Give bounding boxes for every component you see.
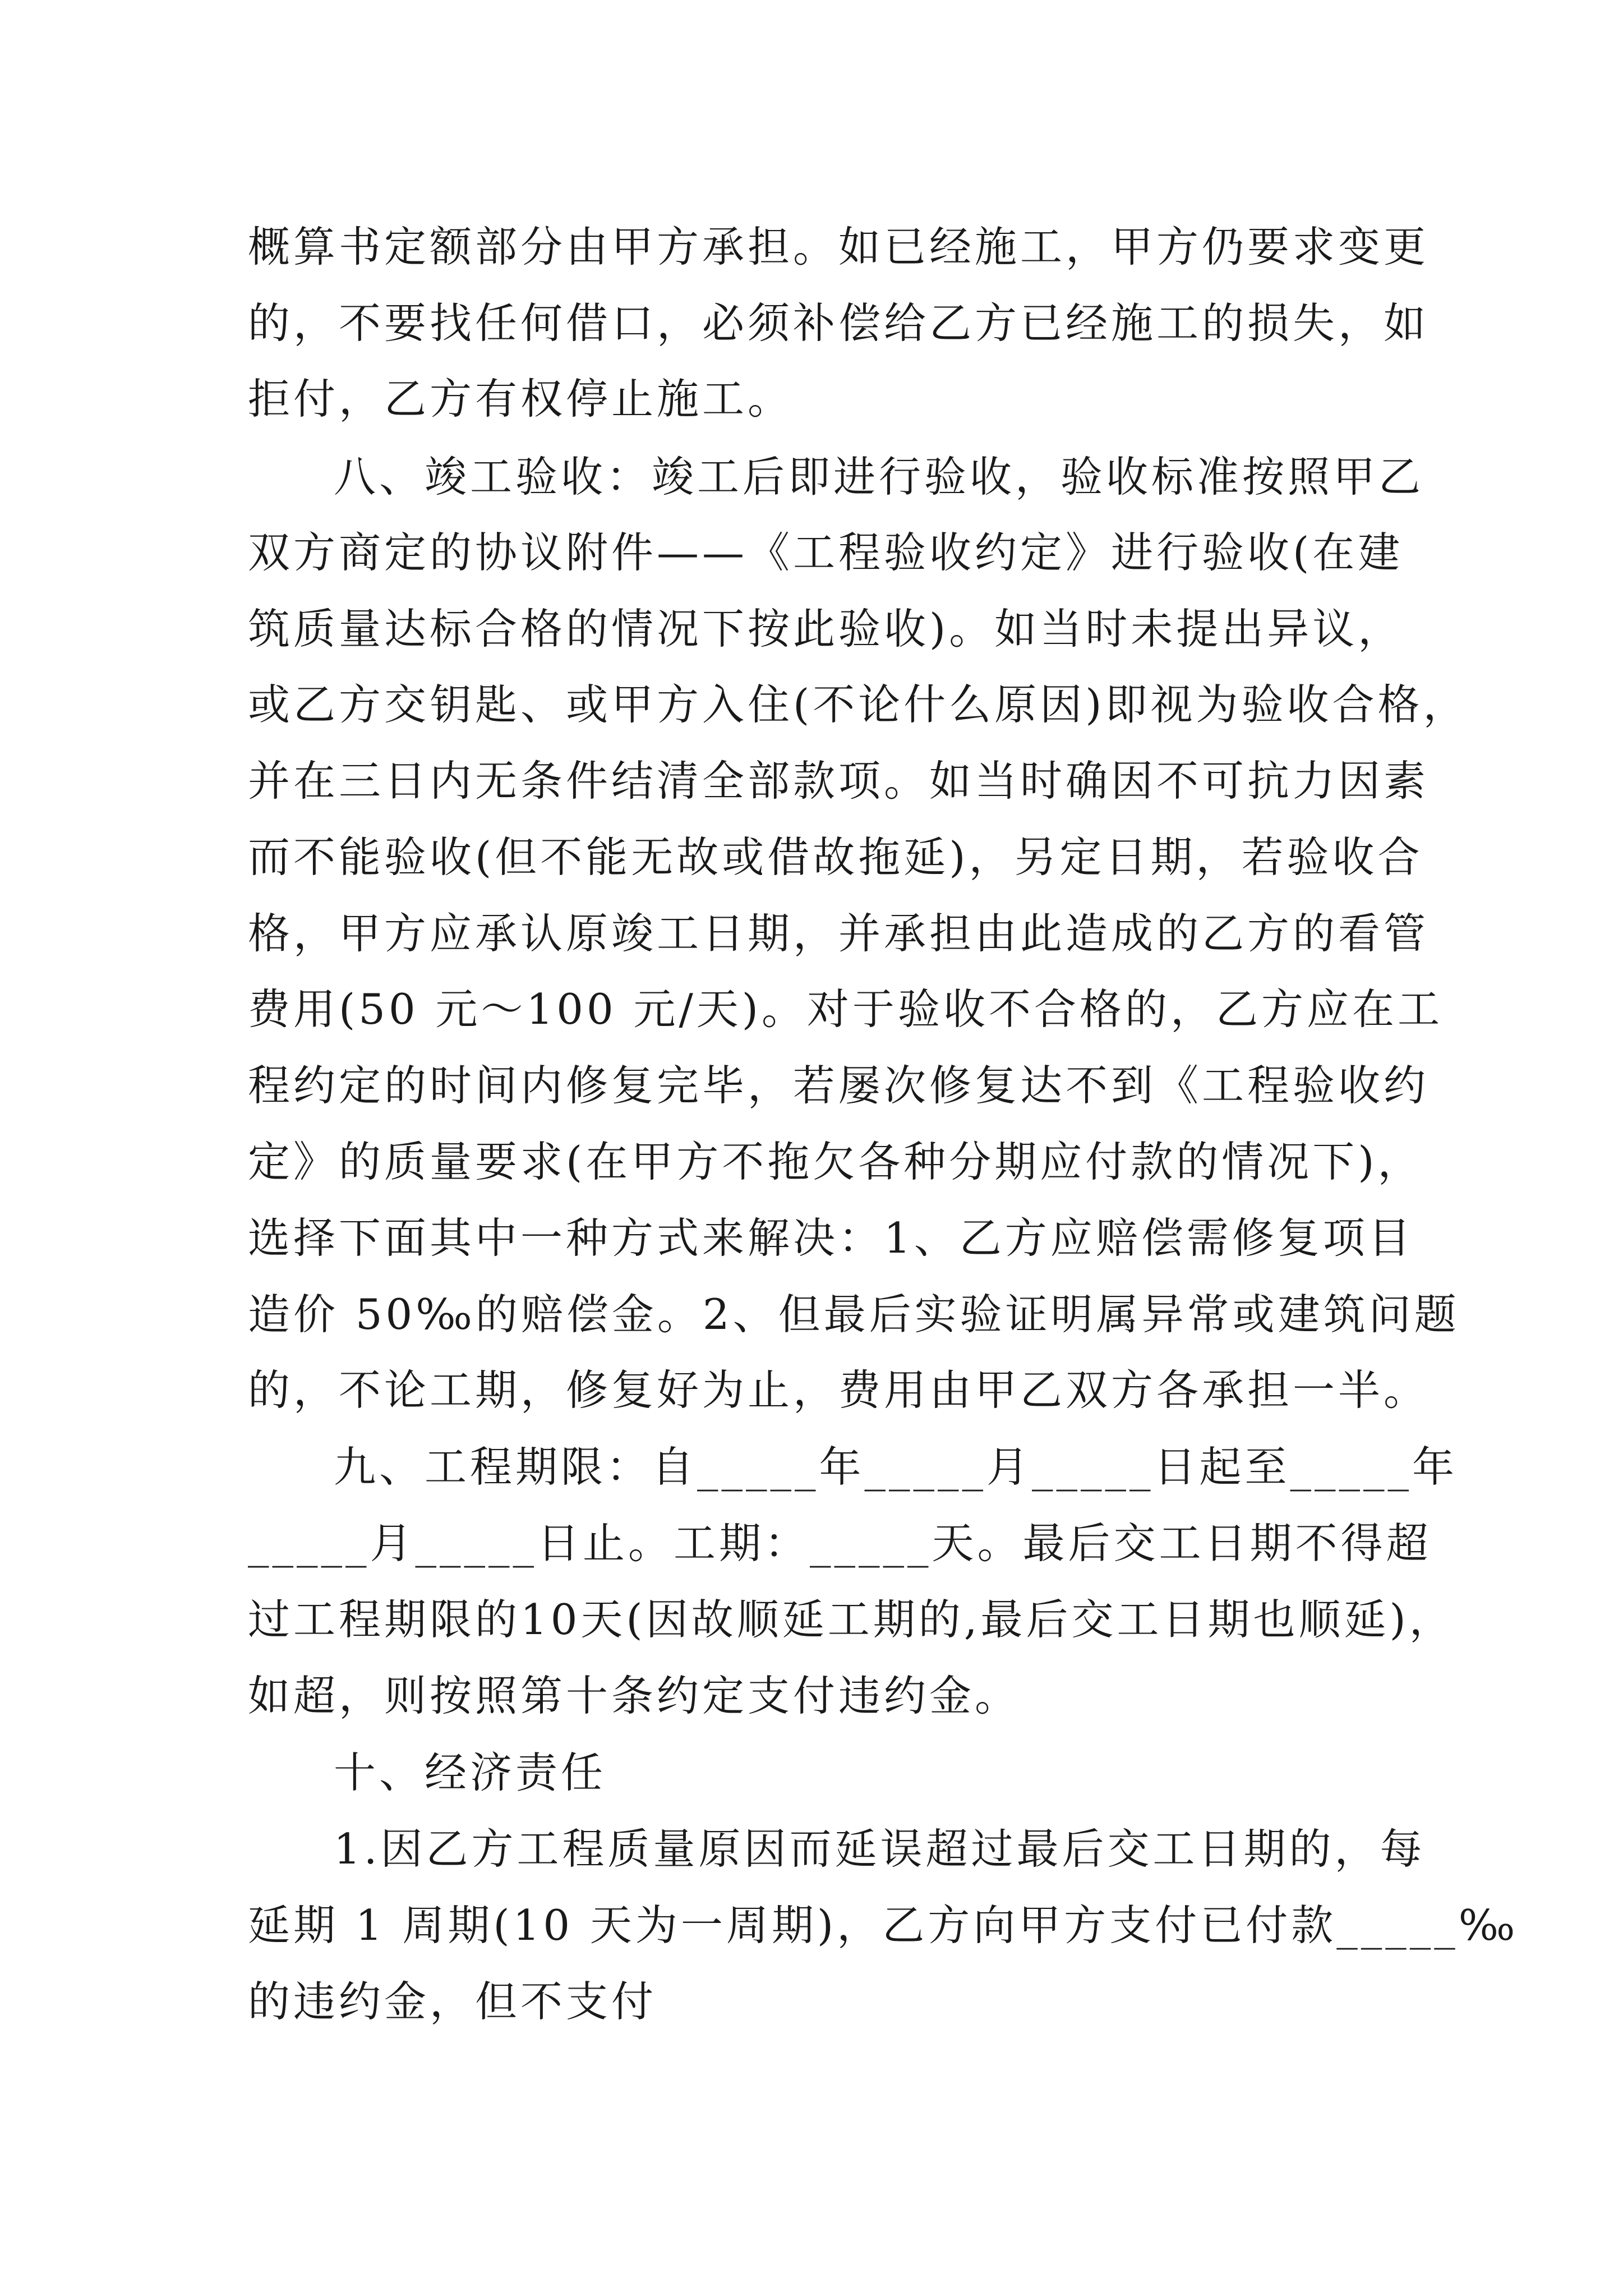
text-line: 双方商定的协议附件——《工程验收约定》进行验收(在建 (248, 528, 1404, 577)
clause-item: 1.因乙方工程质量原因而延误超过最后交工日期的，每 (334, 1824, 1426, 1874)
text-line: 或乙方交钥匙、或甲方入住(不论什么原因)即视为验收合格， (248, 680, 1469, 729)
text-line: 过工程期限的10天(因故顺延工期的,最后交工日期也顺延)， (248, 1595, 1455, 1644)
text-line: 延期 1 周期(10 天为一周期)，乙方向甲方支付已付款_____‰ (248, 1901, 1519, 1950)
text-line: 费用(50 元～100 元/天)。对于验收不合格的，乙方应在工 (248, 984, 1444, 1034)
text-line: 的违约金，但不支付 (248, 1977, 657, 2026)
text-line: 而不能验收(但不能无故或借故拖延)，另定日期，若验收合 (248, 832, 1423, 882)
text-line: 如超，则按照第十条约定支付违约金。 (248, 1671, 1021, 1720)
text-line: 的，不论工期，修复好为止，费用由甲乙双方各承担一半。 (248, 1365, 1430, 1415)
text-line: 的，不要找任何借口，必须补偿给乙方已经施工的损失，如 (248, 298, 1430, 348)
text-line: 定》的质量要求(在甲方不拖欠各种分期应付款的情况下)， (248, 1137, 1423, 1186)
section-heading-10: 十、经济责任 (334, 1748, 607, 1797)
text-line: 并在三日内无条件结清全部款项。如当时确因不可抗力因素 (248, 756, 1430, 806)
text-line: 概算书定额部分由甲方承担。如已经施工，甲方仍要求变更 (248, 222, 1430, 272)
text-line: 造价 50‰的赔偿金。2、但最后实验证明属异常或建筑问题 (248, 1290, 1460, 1339)
section-heading-9: 九、工程期限：自_____年_____月_____日起至_____年 (334, 1442, 1458, 1492)
section-heading-8: 八、竣工验收：竣工后即进行验收，验收标准按照甲乙 (334, 452, 1424, 501)
text-line: 格，甲方应承认原竣工日期，并承担由此造成的乙方的看管 (248, 909, 1430, 958)
text-line: 拒付，乙方有权停止施工。 (248, 374, 794, 424)
text-line: 选择下面其中一种方式来解决：1、乙方应赔偿需修复项目 (248, 1213, 1414, 1263)
text-line: 筑质量达标合格的情况下按此验收)。如当时未提出异议， (248, 604, 1404, 654)
text-line: _____月_____日止。工期：_____天。最后交工日期不得超 (248, 1519, 1432, 1568)
text-line: 程约定的时间内修复完毕，若屡次修复达不到《工程验收约 (248, 1061, 1430, 1110)
